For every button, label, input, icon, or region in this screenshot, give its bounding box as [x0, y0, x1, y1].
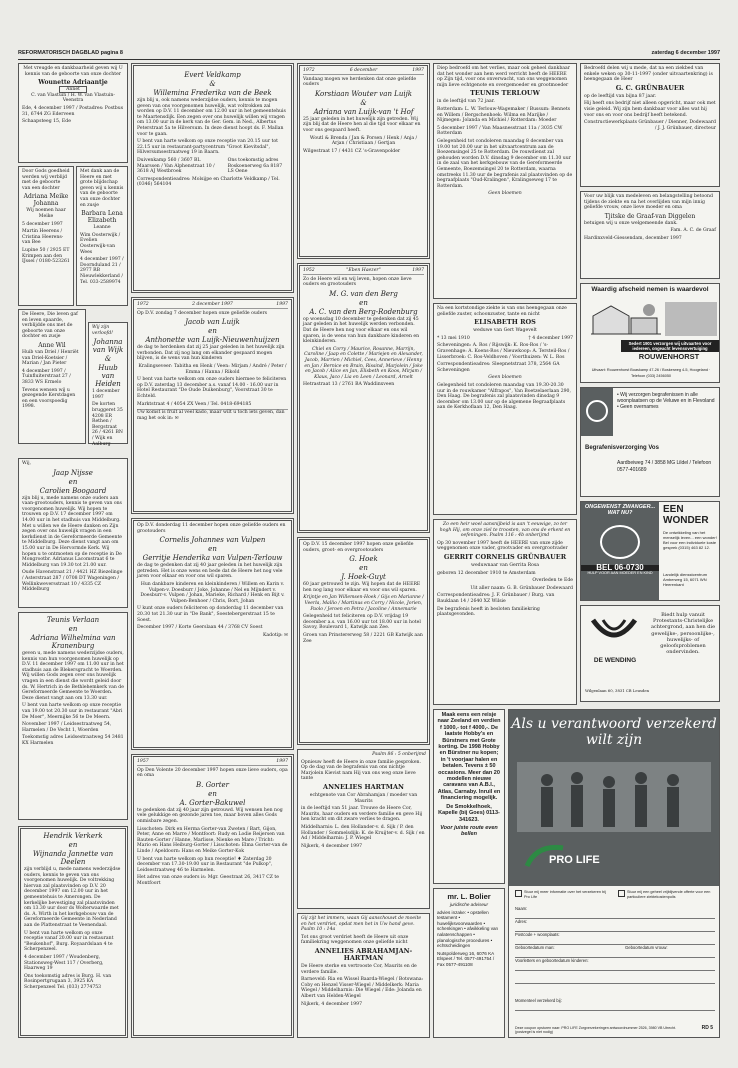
ad-code: RD 5: [701, 1025, 713, 1031]
bar-right: 1997: [412, 268, 424, 273]
notice-text: Op Den Volente 20 december 1997 hopen onze lieve ouders, opa en oma: [137, 767, 288, 779]
birth-notice-adriana: [18, 166, 74, 306]
field-children[interactable]: [515, 958, 715, 971]
notice-subtitle: echtgenote van Cor Abrahamjan / moeder van Maurits: [309, 792, 418, 804]
obituary-elisabeth-ros: [433, 303, 577, 515]
ad-name: mr. L. Bolier: [447, 892, 491, 901]
notice-name-2: Gerritje Henderika van Vulpen-Terlouw: [142, 554, 283, 563]
notice-text-2: in de leeftijd van 51 jaar. Trouwe de Heere Cor, Maurits, haar ouders en verdere familie en geve Hij hen kracht om dit zware verlies te dragen.: [301, 806, 423, 823]
notice-family: Hun dankbare kinderen en kleinkinderen / Willem en Karin v. Vulpen-v. Doesburr / Joke, Johanne / Nel en Mijndert v. Doesburr-v. Vulpen / Johan, Marieke, Richard / Henk en Bijt v. Vulpen-Benhoer / Chris, Bort, Johan: [140, 581, 285, 604]
bar-left: 1957: [137, 759, 149, 764]
notice-name: Wounette Adriaantje: [38, 79, 108, 87]
ad-een-wonder: [580, 501, 720, 601]
notice-text: De Heere, Die leven gaf en leven spaarde, verblijdde ons met de geboorte van onze dochter en zusje: [22, 312, 78, 340]
ad-footer: Voor juiste route even bellen: [440, 824, 498, 838]
prolife-banner: [509, 710, 719, 886]
notice-name-2: J. Hoek-Guyt: [341, 573, 386, 582]
notice-correspondence: Correspondentieadres: Sleepnetstraat 378, 2564 GA Scheveningen: [437, 362, 560, 373]
notice-name-2: Willemina Frederika van de Beek: [153, 89, 272, 97]
notice-opening: Wij,: [22, 461, 31, 466]
ad-brand: DE WENDING: [593, 657, 637, 664]
notice-family: Rotterdam: L. W. Terlouw-Wagemaker / Bussum: Bennets en Willem / Bergschenhoek: Wilma en Marijke / Nijmegen: Jolanda en Michiel / Rotterdam: Moeder: [437, 106, 571, 124]
ad-headline: ONGEWENST ZWANGER... WAT NU?: [584, 504, 656, 516]
notice-text-2: Gelegenheid tot condoleren maandag 8 december van 19.00 tot 20.00 uur in het uitvaartcentrum aan de Boezemsingel 25 te Rotterdam. De rouwdienst zal gehouden worden D.V. dinsdag 9 december om 11.30 uur in de zaal van het kerkgebouw van de Gereformeerde Gemeente, Boezemsingel 20 te Rotterdam, waarna omstreeks 11.30 uur de begrafenis zal plaatsvinden op de begraafplaats "Oud-Kralingen", Kralingseweg 17 te Rotterdam.: [437, 138, 573, 189]
notice-scripture: Psalm 86 : 5 onberijmd: [372, 752, 426, 757]
birth-notice-annewil: [18, 309, 86, 444]
ad-vos: [580, 387, 720, 497]
field-postcode-label: Postcode + woonplaats:: [515, 932, 560, 937]
notice-correspondence: Correspondentieadres: Molsijpe en Charlotte Veldkamp / Tel. (0346) 564104: [137, 176, 280, 188]
field-name-label: Naam:: [515, 906, 528, 911]
ad-text: De ontwikkeling van het menselijk leven... een wonder! Bel voor een individuele koste gesprek (0315) 463 82 12.: [663, 530, 717, 550]
notice-name: ANNELIES HARTMAN: [323, 782, 404, 791]
notice-address: Groen van Prinstererweg 58 / 2221 GB Katwijk aan Zee: [303, 632, 423, 644]
notice-name: Barbara Lena Elizabeth: [81, 210, 123, 225]
ad-brand: EEN WONDER: [663, 504, 709, 526]
notice-date: 4 december 1997 / Tuinfluiterstraat 27 / 3833 WS Ermelo: [22, 368, 71, 385]
ad-address: Nutspolderweg 16, 6076 KA Elspeet / Tel. 0577-491754 / Fax 0577-491108: [437, 950, 495, 967]
notice-date-bar: [137, 759, 288, 766]
notice-name-1: Cornelis Johannes van Vulpen: [159, 536, 266, 545]
ad-smokkelhoek: [433, 709, 505, 884]
notice-ampersand: &: [104, 355, 112, 364]
wedding-notice-nijsse: [18, 458, 128, 608]
notice-ampersand: &: [360, 98, 367, 107]
notice-footer: Geen bloemen: [488, 191, 522, 197]
notice-reception: U bent van harte welkom op onze receptie vanaf 20.00 uur in restaurant "Beukenhof", Burg. Royaardslaan 4 te Scherpenzeel.: [24, 930, 114, 953]
ad-brand: PRO LIFE: [549, 854, 600, 866]
notice-name-1: B. Gorter: [195, 780, 230, 789]
notice-text: 60 jaar getrouwd te zijn. Wij hopen dat de HEERE hen nog lang voor elkaar en voor ons wil sparen.: [303, 582, 421, 593]
notice-and: en: [68, 841, 78, 849]
notice-address: De korten bruggeret 35 4208 ER Rethen / Bergstraat 26 / 4261 BN / Wijk en Aalburg: [92, 402, 123, 447]
notice-text: Door Gods goedheid werden wij verblijd met de geboorte van een dochter: [22, 169, 70, 191]
ad-title: Als u verantwoord verzekerd wilt zijn: [511, 716, 717, 748]
notice-born: * 13 mei 1910: [437, 335, 470, 341]
ad-text: Maak eens een reisje naar Zeeland en verdien f 1000,- tot f 4000,-. De laatste Hobby's en Bürstners met Grote korting. De 1998 Hobby en Bürstner nu kopen; in 't voorjaar halen en betalen. Tevens ± 50 occasions. Meer dan 20 modellen nieuwe caravans van A.B.I., Atlas, Carnaby. Inruil en financiering mogelijk.: [437, 712, 501, 802]
notice-name: ELISABETH ROS: [474, 318, 536, 327]
notice-date-bar: [137, 302, 288, 309]
bar-center: 2 december 1997: [192, 302, 233, 307]
checkbox-info[interactable]: [515, 890, 522, 897]
bar-left: 1952: [303, 268, 315, 273]
notice-text: Bedroefd delen wij u mede, dat na een ziekbed van enkele weken op 30-11-1997 (onder uitvaartenkring) is heengegaan de Heer: [584, 66, 713, 83]
obituary-teunis-terlouw: [433, 63, 577, 299]
notice-text: Diep bedroefd om het verlies, maar ook geheel dankbaar dat het wonder aan hem werd verricht heeft de HEERE op Zijn tijd, voor ons onverwacht, van ons weggenomen mijn lieve echtgenote en overgemoeder en grootmoeder: [437, 66, 570, 88]
notice-date: Hardinxveld-Giessendam, december 1997: [584, 235, 682, 241]
notice-name-1: Korstiaan Wouter van Luijk: [315, 89, 412, 98]
notice-address: Wilgestraat 17 / 4431 CZ 's-Gravenpolder: [303, 148, 401, 154]
notice-date: 1 december 1997: [92, 389, 120, 400]
notice-text-2: de dag te herdenken dat zij 25 jaar geleden in het huwelijk zijn verbonden. Dat zij nog lang om elkander gespaard mogen blijven, is de wens van hun kinderen: [137, 345, 285, 362]
notice-text: Op 30 november 1997 heeft de HEERE van onze zijde weggenomen onze vader, grootvader en overgrootvader: [437, 540, 568, 552]
notice-footer: Toekomstig adres Leidsestraatweg 54 3481 KX Harmelen: [22, 735, 124, 746]
anniversary-notice-van-vulpen: [131, 518, 294, 750]
ad-signature: Landelijk diensstcentrum Amberweg 15, 6071 WN Heerenkant: [663, 572, 708, 587]
wending-logo-icon: [585, 614, 643, 654]
engagement-notice-johanna: [88, 322, 128, 447]
notice-and: en: [208, 545, 217, 554]
notice-address: Hetrastraat 13 / 2761 BA Waddinxveen: [303, 382, 395, 388]
wonder-dark-panel: [581, 502, 659, 600]
notice-date-bar: [303, 68, 424, 75]
notice-name: G. C. GRÜNBAUER: [615, 83, 685, 92]
notice-callname: Leanne: [93, 225, 111, 231]
bar-left: 1972: [137, 302, 149, 307]
notice-callname: Wij noemen haar Meike: [26, 208, 66, 219]
notice-family: Uit aller naam: G. B. Grünbauer Dodewaard: [470, 585, 573, 591]
notice-and: en: [68, 477, 78, 486]
wedding-notice-verlaan: [18, 612, 128, 820]
notice-address: Duivenkamp 560 / 3607 BL Maarssen / Van Alphenstraat 10 / 3618 AJ Westbroek: [137, 157, 215, 175]
ad-subtitle: HULP VOOR AAN MOEDER EN KIND: [587, 570, 653, 575]
photo-placeholder: [665, 302, 717, 336]
notice-reception: Gelegenheid tot feliciteren op D.V. vrijdag 19 december a.s. van 16.00 uur tot 18.00 uur in hotel Savoy, Boulevard 1, Katwijk aan Zee.: [303, 614, 421, 631]
field-birthdates[interactable]: [515, 945, 715, 958]
notice-family: Krijntje en Jan Willemsen-Hoek / Gijs en Marianne / Veerla, Mallio / Martinus en Corry / Nicole, Jorien, Paolo / Jeroen en Petra / Jacoline / Annemarie: [303, 595, 424, 612]
notice-reception: U bent van harte welkom om onze ouders hiermee te feliciteren op D.V. zaterdag 13 december a.s. vanaf 14.00 - 16.00 uur in Hotel Restaurant "De Oude Duikenburg", Voorstraat 30 te Echteld.: [137, 377, 287, 399]
field-blank[interactable]: [515, 971, 715, 984]
notice-opening: Op D.V. 15 december 1997 hopen onze geliefde ouders, groot- en overgrootouders: [303, 542, 414, 553]
field-name[interactable]: [515, 906, 715, 919]
notice-address: Lupine 50 / 2925 ET Krimpen aan den IJssel / 0180-523261: [22, 247, 70, 265]
notice-ampersand: &: [209, 80, 216, 88]
notice-text: Met dank aan de Heere en met grote blijdschap geven wij u kennis van de geboorte van onze dochter en zusje: [80, 169, 124, 208]
notice-parents: Huib van Driel / Henriët van Driel-Koetsier / Marian / Jan Pieter: [22, 349, 79, 367]
header-right: zaterdag 6 december 1997: [651, 50, 720, 56]
notice-callname: Annet: [59, 86, 87, 93]
notice-footer: Kadotip: ✉: [263, 632, 288, 638]
notice-name-1: Jacob van Luijk: [185, 318, 240, 327]
notice-age: op de leeftijd van bijna 87 jaar.: [584, 93, 657, 99]
ad-address: Wilgenlaan 60, 3831 CB Leusden: [585, 688, 650, 693]
notice-address: Oude Havenstraat 21 / 4421 HZ Biezelinge / Asterstraat 287 / 0708 DT Wageningen / Wellinkweversstraat 10 / 4335 CZ Middelburg: [22, 570, 123, 593]
notice-and: en: [359, 564, 368, 573]
notice-opening: Op D.V. donderdag 11 december hopen onze geliefde ouders en grootouders: [137, 523, 286, 534]
notice-name: GERRIT CORNELIS GRÜNBAUER: [443, 552, 567, 561]
bar-center: 6 december: [349, 68, 378, 73]
notice-family: Barneveld: Ria en Wissel Baarda-Wiegel / Botswana: Coby en Henzel Visser-Wiegel / Middelkerk: Maria Wiegel / Middelharnis: Die Wiegel / Ede: Jolanda en Albert van Helden-Wiegel: [301, 977, 424, 999]
notice-died-place: Overleden te Ede: [532, 578, 573, 584]
notice-died: † 4 december 1997: [528, 335, 573, 341]
notice-name-2: Huub van Heiden: [95, 364, 121, 389]
notice-date: Ede, 4 december 1997 / Postadres: Postbus 31, 6744 ZG Ederveen: [22, 105, 124, 117]
vos-logo-icon: [586, 400, 608, 422]
ad-tagline: Sedert 1901 verzorgen wij uitvaarten voor iedereen, ongeacht levensovertuiging: [621, 340, 719, 352]
birth-notice-barbara: [76, 166, 128, 306]
field-insured[interactable]: [515, 998, 715, 1011]
notice-date: Nijkerk, 4 december 1997: [301, 843, 363, 849]
notice-age: geboren 12 december 1910 te Amsterdam: [437, 570, 536, 576]
notice-address: Marktstraat 4 / 4054 ZX Veen / Tel. 0418-694185: [137, 401, 252, 407]
building-illustration: [591, 300, 661, 336]
wedding-notice-verkerk: [18, 826, 128, 1038]
notice-and: en: [359, 298, 368, 307]
notice-and: en: [208, 789, 217, 798]
notice-name-1: Jaap Nijsse: [53, 468, 93, 477]
notice-name-1: G. Hoek: [349, 555, 378, 564]
notice-parents: Wim Oosterwijk / Evelien Oosterwijk-van Wees: [80, 232, 121, 255]
notice-family: Middelharnis: L. den Hollander-v. d. Sijk / P. den Hollander / Sommelsdijk: K. de Kruijter-v. d. Sijk / en Ad / Middelharnis: J. P. Wiegel: [301, 824, 425, 842]
anniversary-notice-hoek: [297, 537, 430, 745]
notice-text: de dag te gedenken dat zij 40 jaar geleden in het huwelijk zijn getreden. Het is onze wens en bede dat de Heere het nog vele jaren voor elkaar en voor ons wil sparen.: [137, 563, 283, 580]
notice-text: Met vreugde en dankbaarheid geven wij U kennis van de geboorte van onze dochter: [23, 66, 123, 77]
baby-icon: [600, 525, 640, 559]
notice-text: Na een kortstondige ziekte is van ons heengegaan onze geliefde zuster, schoonzuster, tante en nicht: [437, 306, 567, 317]
notice-future-address: Ons toekomstig adres Boskoenerweg 6a 8187 LS Oene: [227, 157, 283, 175]
notice-name-2: Wijnanda Jannette van Deelen: [32, 850, 114, 866]
notice-name: Anne Wil: [38, 341, 66, 349]
notice-name: ANNELIES ABRAHAMJAN-HARTMAN: [314, 946, 413, 962]
bar-left: 1972: [303, 68, 315, 73]
ad-brand: ROUWENHORST: [638, 352, 700, 361]
field-birth-man-label: Geboortedatum man:: [515, 945, 555, 950]
notice-text-2: Gelegenheid tot condoleren maandag van 19.30-20.30 uur in de rouwkamer "Alfrapos", Van Boetzelaerlaan 290, Den Haag. De begrafenis zal plaatsvinden dinsdag 9 december om 13.00 uur op de algemene Begraafplaats aan de Kerkhoflaan 12, Den Haag.: [437, 382, 571, 411]
notice-name-2: A. Gorter-Bakuwel: [179, 798, 246, 807]
notice-text-2: te gedenken dat zij 40 jaar zijn getrouwd. Wij wensen hen nog vele gelukkige en gezonde jaren toe, maar boven alles Gods onmisbare zegen.: [137, 807, 283, 824]
notice-date: 5 december 1997 / Van Maasnesstraat 11a / 3035 CW Rotterdam: [437, 125, 563, 137]
bar-center: "Eben Haezer": [346, 268, 381, 273]
ad-rouwenhorst: [580, 283, 720, 383]
group-photo: [517, 762, 711, 832]
notice-text: Wij zijn verloofd!: [92, 325, 113, 336]
notice-parents: C. van Vlastuin / H. W. van Vlastuin-Veenstra: [31, 92, 115, 104]
notice-name-1: M. G. van den Berg: [329, 289, 398, 298]
notice-text: Opnieuw heeft de Heere in onze familie gesproken. Op de dag van de begrafenis van ons nichtje Marjolein Kievist nam Hij van ons weg onze lieve tante: [301, 759, 421, 782]
notice-footer: Ons toekomstig adres is Burg. H. van Rosinpertgrugaan 3, 3925 KA Scherpenzeel Tel. (033) 2774753: [24, 973, 112, 990]
field-children-label: Voorletters en geboortedatum kinderen:: [515, 958, 589, 963]
ad-text: • Wij verzorgen begrafenissen in alle woonplaatsen op de Veluwe en in Flevoland • Geen overnames: [617, 392, 715, 410]
notice-name: Adriana Meike Johanna: [23, 193, 69, 208]
notice-text: zijn blij u, mede namens onze ouders aan vaan-grootouders, kennis te geven van ons voorgenomen huwelijk. Wij hopen te trouwen op D.V. 17 december 1997 om 14.00 uur in het stadhuis van Middelburg. Met u willen we de Heere danken en Zijn zegen over ons huwelijk vragen in een kerkdienst in de Gereformeerde Gemeente te Middelburg. Deze dienst vangt aan om 15.00 uur in De Hervormde Kerk. Wij hopen u te ontmoeten op de receptie in De Mongrootbr. Adrianus Lacomstraat 6 te Middelburg van 19.30 tot 21.00 uur.: [22, 495, 123, 568]
notice-name-2: Adriana Wilhelmina van Kranenburg: [30, 634, 116, 650]
notice-text: Zo de Heere wil en wij leven, hopen onze lieve ouders en grootouders: [303, 276, 412, 288]
notice-correspondence: Correspondentieadres: J. F. Grünbauer / Burg. van Bauklaan 14 / 2640 XZ Wilsie: [437, 593, 555, 604]
notice-text: geven u, mede namens wederzijdse ouders, kennis van hun voorgenomen huwelijk op D.V. 11 december 1997 om 11.00 uur in het stadhuis aan de Blekersgracht te Woerden. Wij willen Gods zegen over ons huwelijk vragen in een dienst die wordt geleid door ds. W. Hertrich in de Bethlehemkerk van de Gereformeerde Gemeente te Woerden. Deze dienst vangt aan om 13.30 uur.: [22, 651, 124, 701]
notice-text: Vandaag mogen we herdenken dat onze geliefde ouders: [303, 76, 417, 88]
notice-text: zijn verblijd u, mede namens wederzijdse ouders, kennis te geven van ons voorgenomen huwelijk. De voltrekking hiervan zal plaatsvinden op D.V. 20 december 1997 om 12.00 uur in het gemeentehuis te Amerongen. De kerkelijke bevestiging zal plaatsvinden om 13.30 uur door ds Wolterwaarde met ds. A. Wirth in het kerkgebouw van de Gereformeerde Gemeente in Nederland aan de Plattenstraat te Veenendaal.: [24, 867, 121, 928]
option-quote-label: Stuur mij een geheel vrijblijvende offerte voor een particuliere ziektekostenpolis: [627, 890, 711, 899]
notice-date-bar: [303, 268, 424, 275]
obituary-company-grunbauer: [580, 63, 720, 187]
notice-name-1: Evert Veldkamp: [184, 71, 241, 79]
notice-text-2: 25 jaar geleden in het huwelijk zijn getreden. Wij zijn blij dat de Heere hen al die tijd voor elkaar en voor ons gespaard heeft.: [303, 116, 421, 133]
obituary-annelies-hartman: [297, 749, 430, 909]
notice-name-2: Anthonette van Luijk-Nieuwenhuijzen: [145, 336, 280, 345]
field-birth-woman-label: Geboortedatum vrouw:: [625, 945, 668, 950]
notice-reception: U bent van harte welkom op onze receptie van 20.15 uur tot 22.15 uur in restaurant-partycentrum "Groot Kievitsdal", Hilversumsestraatweg 19 in Baarn.: [137, 139, 278, 156]
notice-signature: Fam. A. C. de Graaf: [670, 228, 716, 234]
ad-pro-life: [508, 709, 720, 1038]
page-header: [18, 50, 720, 60]
ad-footer: Deze coupon opsturen naar: PRO LIFE Zorgverzekeringen antwoordnummer 2526, 3980 VB Utrecht. (postzegel is niet nodig): [515, 1026, 677, 1035]
notice-name-2: A. C. van den Berg-Rodenburg: [309, 307, 418, 316]
field-address-label: Adres:: [515, 919, 528, 924]
ad-name: De Smokkelhoek, Kapelle (bij Goes) 0113-341623.: [438, 803, 500, 823]
ad-contact: Uitvaart: Rouwenhorst Boaskamp 47-26 / Boskerweg 4-5, Hoogeland · Telefoon (033) 2456050: [591, 368, 711, 378]
notice-text: Tot ons groot verdriet heeft de Heere uit onze familiekring weggenomen onze geliefde nicht: [301, 934, 409, 946]
header-left: REFORMATORISCH DAGBLAD pagina 8: [18, 50, 123, 56]
ad-address: Aardbeiweg 74 / 3858 MG Lildel / Telefoon 0577-401689: [617, 460, 712, 473]
ad-de-wending: [580, 605, 720, 702]
obituary-annelies-abrahamjan: [297, 913, 430, 1038]
birth-notice-wounette: [18, 63, 128, 163]
notice-date: Nijkerk, 4 december 1997: [301, 1001, 363, 1007]
notice-scripture: Zo een heir woel aansnijbeid is aan 't eeuwige, zo ter hogh Hij, om onze ziel te troosten, van ons de erkent en oefeningen. Psalm 116 : 4b onberijmd: [439, 522, 571, 539]
anniversary-notice-van-den-berg: [297, 263, 430, 533]
bar-right: 1997: [412, 68, 424, 73]
ad-bolier: [433, 888, 505, 1038]
notice-name-1: Teunis Verlaan: [46, 616, 100, 624]
notice-name-1: Johanna van Wijk: [92, 338, 124, 355]
field-postcode[interactable]: [515, 932, 715, 945]
notice-address: Het adres van onze ouders is: Mgr. Geestraat 26, 3417 CZ te Montfoort: [137, 875, 279, 886]
notice-date: 4 december 1997 / Doornduland 21 / 2977 RB Nieuwlekkerland / Tel. 033-2589974: [80, 257, 124, 285]
notice-footer: De begrafenis heeft in besloten familiekring plaatsgevonden.: [437, 606, 540, 618]
notice-signature: Constructiewerkplaats Grünbauer / Dienner, Dodewaard / J. J. Grünbauer, directeur: [584, 120, 716, 131]
notice-date: November 1997 / Leidsestraatweg 54, Harmelen / De Vecht 1, Woerden: [22, 722, 112, 733]
field-address[interactable]: [515, 919, 715, 932]
notice-text-2: Hij heeft ons bedrijf niet alleen opgericht, maar ook met visie geleid. Wij zijn hem dankbaar voor alles wat hij voor ons en voor ons bedrijf heeft betekend.: [584, 101, 716, 118]
notice-reception: U bent van harte welkom op hun receptie! ♦ Zaterdag 20 december van 17.30-19.00 uur in Restaurant "de Pulkop", Leidsestraatweg 46 te Harmelen.: [137, 856, 273, 873]
notice-family: Chiel en Corry / Maurice, Rosanne, Marrijn, Caroline / Jaap en Colette / Mariejen en Alexander, Jacob, Marrien / Michiel, Cees, Annerieve / Henny en Jan / Bernice en Brain, Rissind, Marjolein / Joke en Jacob / Alice en Jan, Elisbeth en Koos, Mirjam / Klaus, Jaco / Lia en Leen / Leonard, Arnelt: [304, 346, 423, 380]
notice-name: TEUNIS TERLOUW: [470, 89, 540, 98]
notice-text-2: op woensdag 10 december te gedenken dat zij 45 jaar geleden in het huwelijk werden verbonden. Dat de Heere hen nog voor elkaar en ons wil sparen, is de wens van hun dankbare kinderen en kleinkinderen.: [303, 316, 420, 345]
notice-subtitle: weduwe van Gert Wagevelt: [473, 328, 537, 334]
bar-right: 1997: [276, 759, 288, 764]
anniversary-notice-korstiaan: [297, 63, 430, 259]
notice-address: December 1997 / Korte Geerslaan 44 / 3768 CV Soest: [137, 625, 263, 631]
notice-text: Voor uw blijk van medeleven en belangstelling betoond tijdens de ziekte en na het overlijden van mijn innig geliefde vrouw, onze lieve moeder en oma: [584, 194, 713, 211]
prolife-options: [515, 890, 715, 900]
ad-text: advies inzake: • opstellen testament • huwelijksvoorwaarden • schenkingen • afwikkeling van nalatenschappen • planologische procedures • echtscheidingen: [437, 909, 499, 949]
option-quote[interactable]: [618, 890, 715, 900]
ad-phone: BEL 06-0730: [581, 565, 659, 571]
notice-address: Schaapsteeg 15, Ede: [22, 119, 71, 125]
notice-reception: U bent van harte welkom op onze receptie van 19.00 tot 20.30 uur in restaurant "Abri De Moer", Meernijke 56 te De Meern.: [22, 703, 123, 720]
prolife-coupon-form: [515, 906, 715, 1011]
wedding-notice-veldkamp: [131, 63, 294, 293]
notice-family: Scheveningen: A. Ros / Rijswijk: K. Ros-Ros / 's-Gravenhage: A. Koens-Ros / Nieuwkoop: A. Tersteil-Ros / Lisserbroek: C. Ros-Veldhoven / Voorthuizen: W. L. Ros: [437, 343, 570, 360]
thanks-notice-de-graaf: [580, 191, 720, 279]
notice-age: in de leeftijd van 72 jaar.: [437, 99, 495, 105]
ad-text: Biedt hulp vanuit Protestants-Christelijke achtergrond, aan hen die gewelijke-, persoonlijke-, huwelijks- of geloofsproblemen ondervinden.: [650, 612, 716, 656]
notice-text: Op D.V. zondag 7 december hopen onze geliefde ouders: [137, 310, 268, 316]
bar-right: 1997: [276, 302, 288, 307]
notice-and: en: [208, 327, 217, 336]
field-insured-label: Momenteel verzekerd bij:: [515, 998, 562, 1003]
notice-reception: U kunt onze ouders feliciteren op donderdag 11 december van 20.30 tot 21.30 uur in "De Bank", Soestebergerstraat 15 te Soest.: [137, 606, 284, 623]
option-info-label: Stuur mij meer informatie over het verzekeren bij Pro Life: [524, 890, 606, 899]
notice-footer: Geen bloemen: [488, 375, 522, 381]
obituary-gerrit-grunbauer: [433, 519, 577, 705]
notice-footer: Tevens wensen wij u gezegende Kerstdagen en een voorspoedig 1998.: [22, 387, 76, 410]
vos-logo-block: [581, 388, 613, 436]
notice-date: 5 december 1997: [22, 221, 63, 227]
notice-scripture: Gij zijt het immers, waan Gij aanschouwt de moeite en het verdriet, opdat men het in Uw hand geve. Psalm 10 : 14a: [301, 916, 422, 933]
ad-subtitle: juridische adviseur: [449, 902, 489, 907]
notice-footer: Uw komst is fruit al veel kado, maar wilt u toch iets geven, dan mag het ook in: ✉: [137, 409, 288, 421]
option-info[interactable]: [515, 890, 612, 900]
notice-and: en: [68, 625, 78, 633]
ad-title: Waardig afscheid nemen is waardevol: [591, 286, 709, 293]
notice-date: 4 december 1997 / Woudenberg, Stationsweg-West 117 / Overberg, Haarweg 19: [24, 954, 104, 972]
notice-parents: Martin Heerens / Cristina Heerens-van Bee: [22, 229, 64, 246]
ad-name: Begrafenisverzorging Vos: [585, 445, 659, 451]
notice-name-1: Hendrik Verkerk: [43, 832, 103, 840]
notice-family: Lisschoten: Dirk en Herma Gorter-van Zweten / Bart, Gijon, Peter, Anne en Marre / Montfoort: Rudy en Lodie Reijersen van Bauten-Gorter / Hanne, Marlisse, Nienke en Mare / Tricht: Mario en Hans Heiburg-Gorter / Lisschoten: Elma Gorter-van de Linde / Apeldoorn: Hans en Meike Gorter-Kok: [137, 826, 288, 854]
anniversary-notice-van-luijk-25: [131, 297, 294, 514]
notice-name-2: Adriana van Luijk-van 't Hof: [313, 107, 414, 116]
checkbox-quote[interactable]: [618, 890, 625, 897]
notice-family: Kralingseveer: Tabitha en Henk / Veen: Mirjam / André / Peter / Emma / Hanna / Rikold: [138, 363, 287, 375]
notice-name-2: Carolien Boogaard: [39, 486, 107, 495]
notice-name: Tjitske de Graaf-van Diggelen: [604, 212, 696, 220]
notice-text: zijn blij u, ook namens wederzijdse ouders, kennis te mogen geven van ons voorgenomen huwelijk, wat voltrokken zal worden op D.V. 11 december om 12.00 uur in het gemeentehuis te Maartensdijk. Een zegen over ons huwelijk willen wij vragen om 13.00 uur in de kerk van de Ger. Gem. in Ned., Albertus Peterstraat 5a te Hilversum. In deze dienst hoopt ds. F. Mallan voor te gaan.: [137, 98, 286, 137]
notice-subtitle: weduwnaar van Gerrita Rosa: [471, 562, 539, 568]
notice-text-2: betuigen wij u onze welgemeende dank.: [584, 220, 678, 226]
notice-text-2: De Heere sterke en vertrooste Cor, Maurits en de verdere familie.: [301, 963, 417, 975]
anniversary-notice-gorter: [131, 754, 294, 1038]
notice-family: Woutl & Brenda / Jan & Porsen / Henk / Anja / Arjan / Christiaan / Gertjan: [309, 135, 418, 147]
